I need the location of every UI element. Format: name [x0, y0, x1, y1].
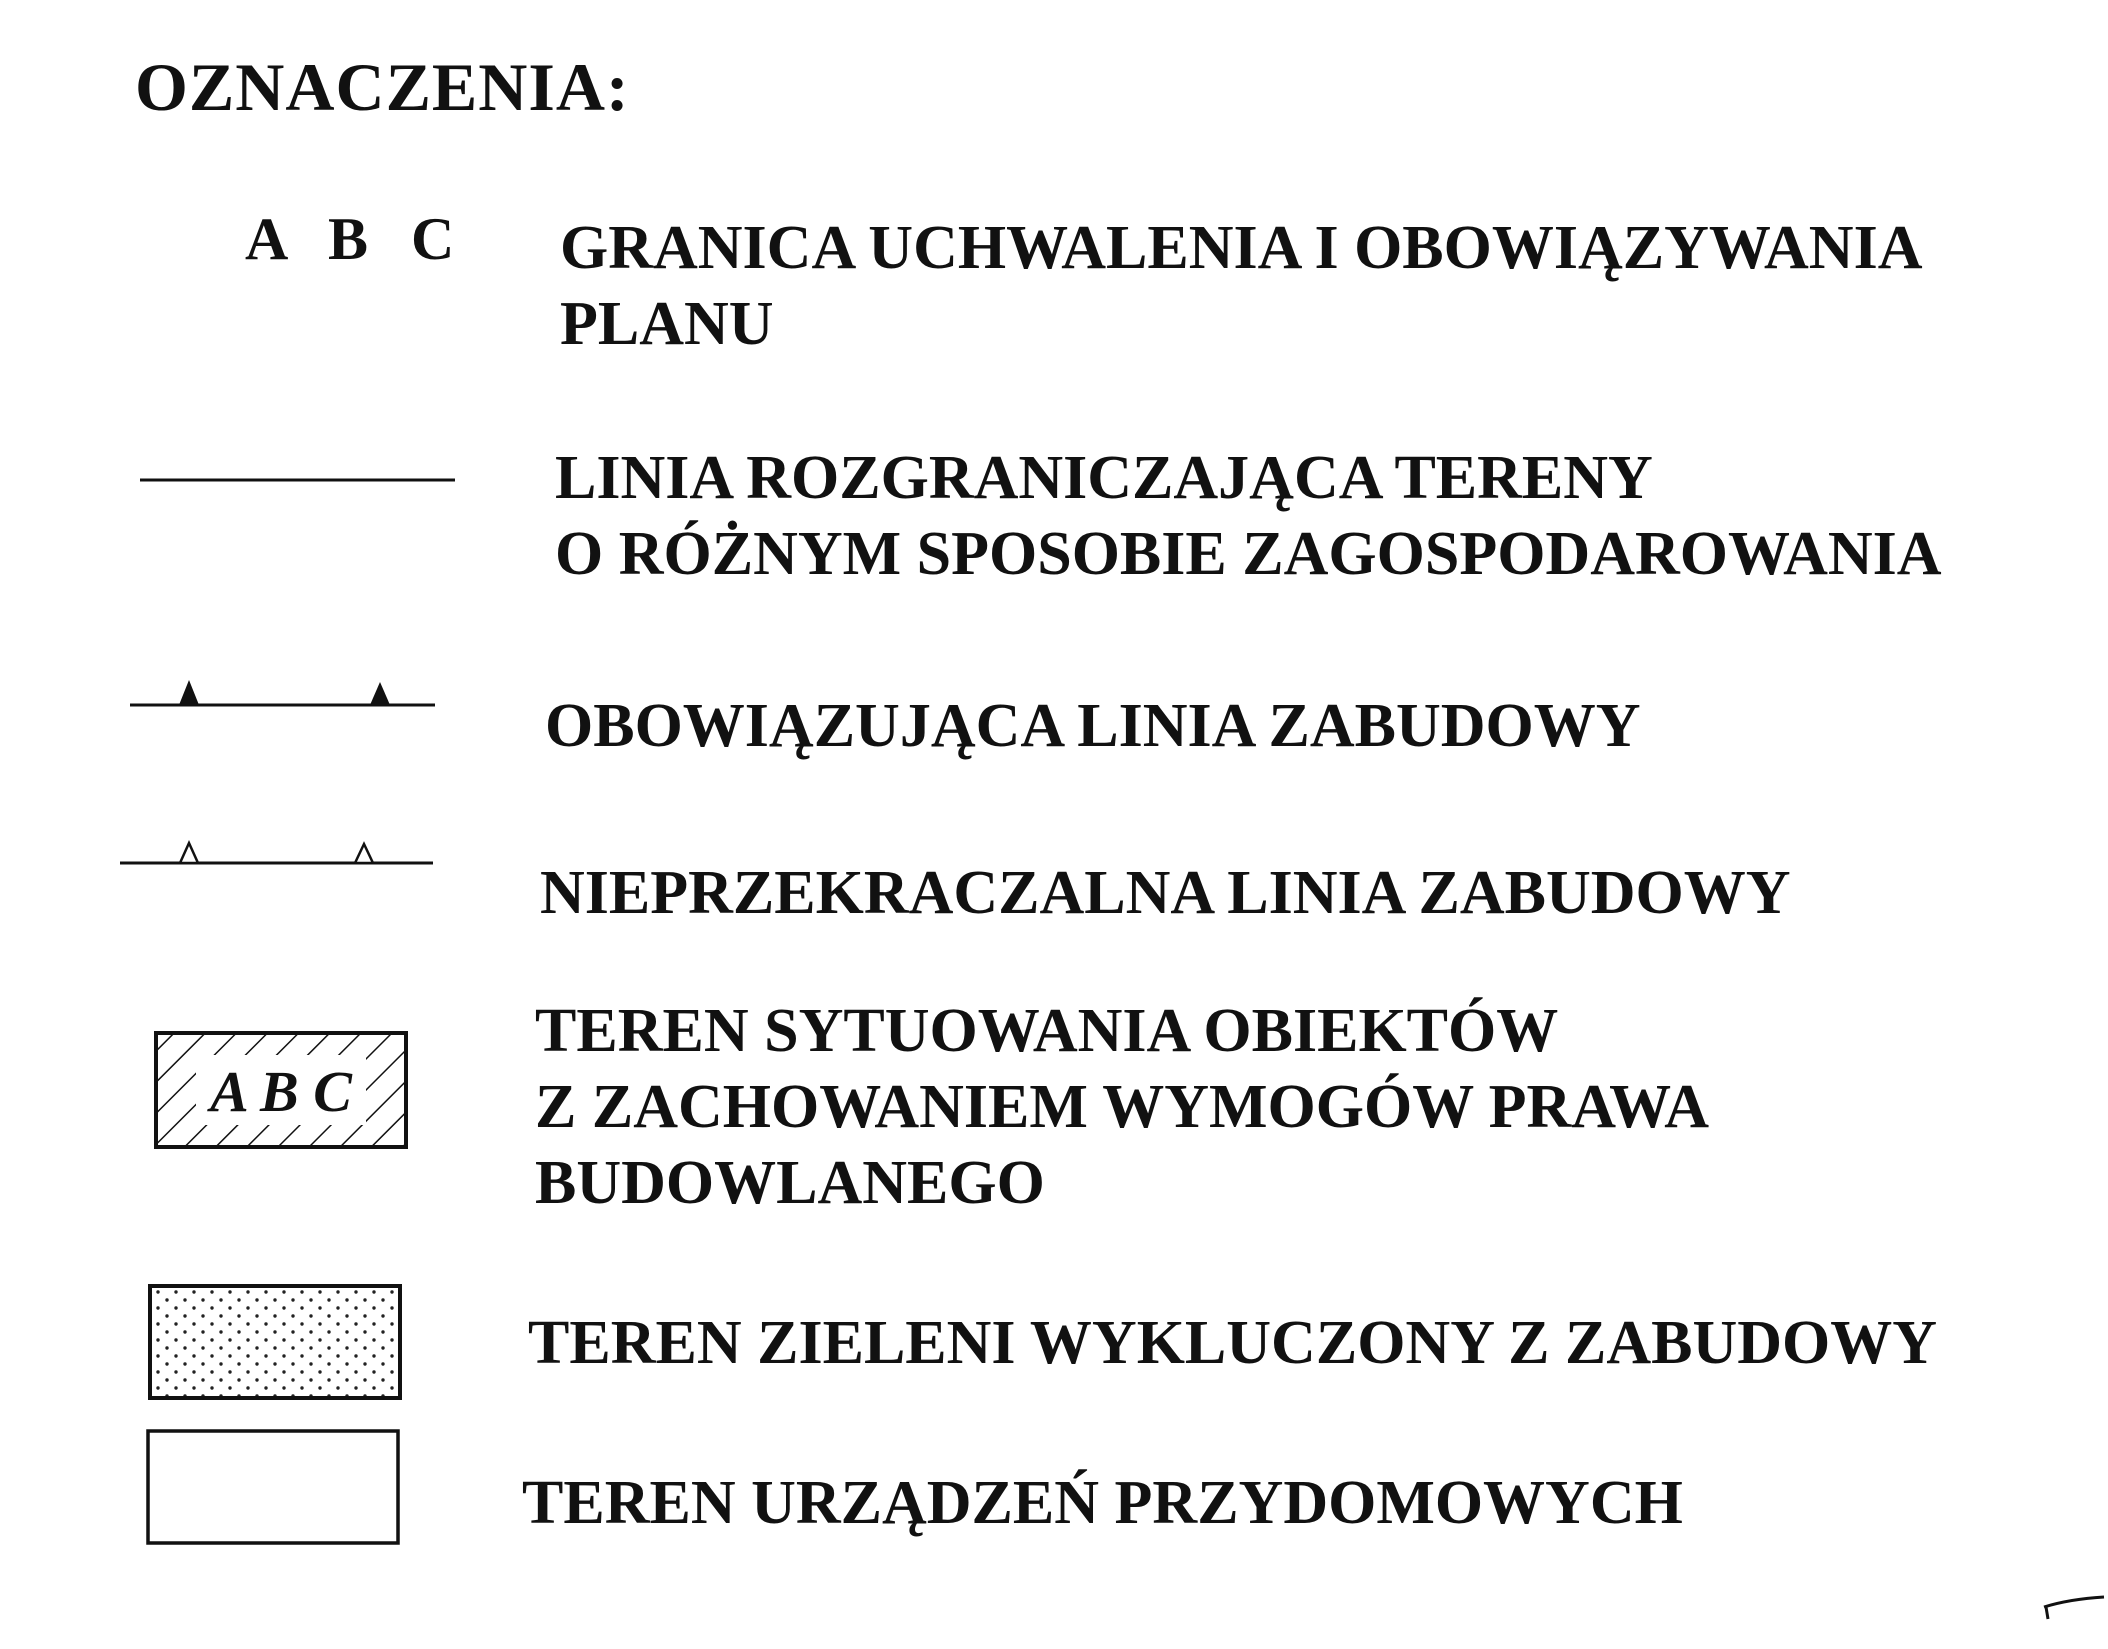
hatched-box-letters: A B C [210, 1059, 352, 1124]
dotted-box-symbol [145, 1280, 410, 1405]
legend-label-line: Z ZACHOWANIEM WYMOGÓW PRAWA [535, 1073, 1710, 1141]
legend-label-line: O RÓŻNYM SPOSOBIE ZAGOSPODAROWANIA [555, 520, 1942, 588]
legend-label-line: TEREN SYTUOWANIA OBIEKTÓW [535, 997, 1559, 1065]
legend-label-plan-boundary [560, 210, 1923, 362]
abc-boundary-symbol: A B C [245, 206, 469, 272]
plain-line-symbol [135, 470, 465, 490]
legend-label-line: PLANU [560, 290, 774, 358]
line-open-triangles-symbol [115, 830, 445, 875]
legend-label-line: TEREN URZĄDZEŃ PRZYDOMOWYCH [522, 1469, 1683, 1537]
open-triangle-icon [180, 843, 198, 863]
legend-label-line: OBOWIĄZUJĄCA LINIA ZABUDOWY [545, 692, 1641, 760]
legend-label-non-exceedable-building-line [540, 855, 1791, 931]
legend-label-object-siting-area [535, 993, 1709, 1221]
legend-label-line: BUDOWLANEGO [535, 1149, 1045, 1217]
page-title: OZNACZENIA: [135, 49, 630, 125]
legend-label-demarcation-line [555, 440, 1942, 592]
open-triangle-icon [355, 844, 373, 863]
hatched-box-symbol [150, 1025, 415, 1155]
legend-label-mandatory-building-line [545, 688, 1641, 764]
legend-label-household-facilities-area [522, 1465, 1683, 1541]
legend-label-line: NIEPRZEKRACZALNA LINIA ZABUDOWY [540, 859, 1791, 927]
scan-artifact [2040, 1585, 2108, 1625]
legend-label-green-area [528, 1305, 1937, 1381]
filled-triangle-icon [179, 680, 199, 705]
filled-triangle-icon [370, 682, 390, 705]
line-filled-triangles-symbol [125, 665, 450, 715]
legend-label-line: GRANICA UCHWALENIA I OBOWIĄZYWANIA [560, 214, 1923, 282]
legend-label-line: LINIA ROZGRANICZAJĄCA TERENY [555, 444, 1653, 512]
empty-box-symbol [143, 1425, 405, 1550]
legend-label-line: TEREN ZIELENI WYKLUCZONY Z ZABUDOWY [528, 1309, 1938, 1377]
